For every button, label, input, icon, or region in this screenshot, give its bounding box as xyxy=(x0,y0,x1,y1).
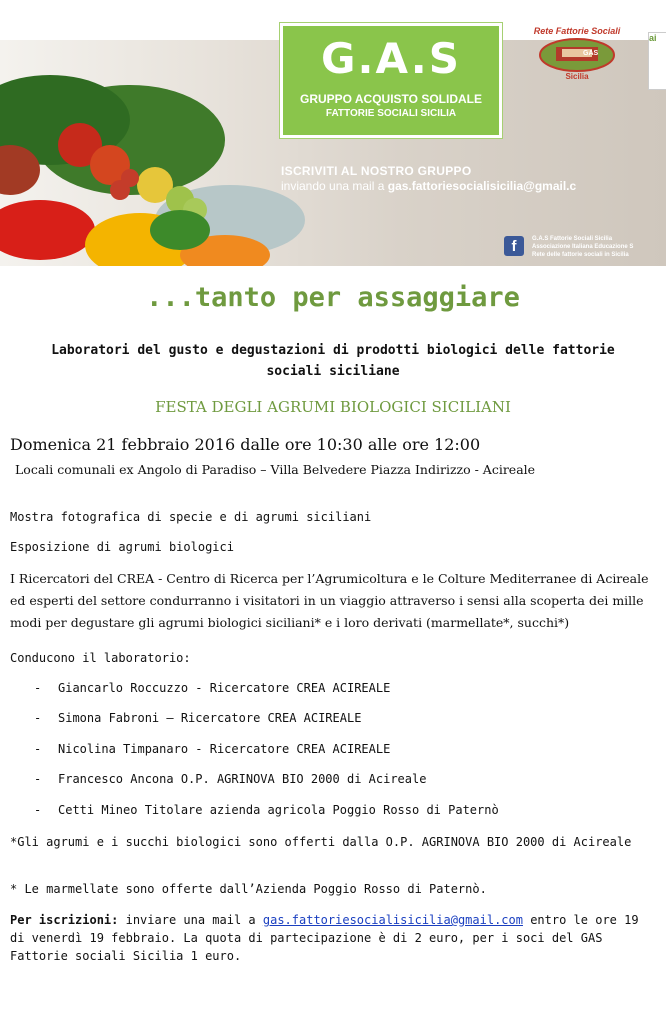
facebook-line-2: Associazione Italiana Educazione S xyxy=(532,244,634,250)
banner-inviando-prefix: inviando una mail a xyxy=(281,179,388,193)
list-item-text: Giancarlo Roccuzzo - Ricercatore CREA ACIREALE xyxy=(58,681,391,695)
list-item-text: Simona Fabroni – Ricercatore CREA ACIREALE xyxy=(58,711,362,725)
esposizione-line: Esposizione di agrumi biologici xyxy=(10,540,234,554)
rete-logo-text: Rete Fattorie Sociali xyxy=(533,26,621,36)
festa-title: FESTA DEGLI AGRUMI BIOLOGICI SICILIANI xyxy=(155,398,511,416)
list-item xyxy=(0,681,666,701)
banner-inviando xyxy=(281,179,576,193)
list-dash: - xyxy=(34,742,42,756)
banner-email: gas.fattoriesocialisicilia@gmail.c xyxy=(387,179,577,193)
iscrizioni-paragraph xyxy=(10,911,654,965)
list-dash: - xyxy=(34,681,42,695)
note-agrumi: *Gli agrumi e i succhi biologici sono offerti dalla O.P. AGRINOVA BIO 2000 di Acireale xyxy=(10,835,632,849)
gas-logo-subtitle: GRUPPO ACQUISTO SOLIDALE xyxy=(299,92,482,106)
list-item xyxy=(0,711,666,731)
location-line: Locali comunali ex Angolo di Paradiso – Villa Belvedere Piazza Indirizzo - Acireale xyxy=(15,462,536,477)
ai-logo-text: ai xyxy=(649,33,657,43)
headline: ...tanto per assaggiare xyxy=(146,282,520,313)
list-item-text: Francesco Ancona O.P. AGRINOVA BIO 2000 di Acireale xyxy=(58,772,427,786)
rete-logo-emblem xyxy=(538,37,616,73)
iscrizioni-email-link[interactable]: gas.fattoriesocialisicilia@gmail.com xyxy=(262,913,523,927)
ai-logo xyxy=(648,32,666,90)
facebook-line-1: G.A.S Fattorie Sociali Sicilia xyxy=(532,236,613,242)
gas-logo-subtitle-2: FATTORIE SOCIALI SICILIA xyxy=(325,108,457,119)
list-item xyxy=(0,742,666,762)
gas-logo-title: G.A.S xyxy=(321,34,461,83)
rete-logo-region: Sicilia xyxy=(565,72,589,81)
list-item xyxy=(0,772,666,792)
list-dash: - xyxy=(34,772,42,786)
conducono-label: Conducono il laboratorio: xyxy=(10,651,191,665)
date-line: Domenica 21 febbraio 2016 dalle ore 10:30 alle ore 12:00 xyxy=(10,435,481,454)
ricercatori-paragraph: I Ricercatori del CREA - Centro di Ricerca per l’Agrumicoltura e le Colture Mediterranee di Acireale ed esperti del settore condurranno i visitatori in un viaggio attraverso i sensi alla scoperta dei mille modi per degustare gli agrumi biologici siciliani* e i loro derivati (marmellate*, succhi*) xyxy=(10,571,649,630)
banner-iscriviti: ISCRIVITI AL NOSTRO GRUPPO xyxy=(281,164,472,178)
list-dash: - xyxy=(34,711,42,725)
iscrizioni-label: Per iscrizioni: xyxy=(10,913,119,927)
list-item-text: Nicolina Timpanaro - Ricercatore CREA ACIREALE xyxy=(58,742,391,756)
list-item xyxy=(0,803,666,823)
rete-logo-badge: GAS xyxy=(583,50,599,57)
note-marmellate: * Le marmellate sono offerte dall’Azienda Poggio Rosso di Paternò. xyxy=(10,882,487,896)
vegetables-image xyxy=(0,50,310,266)
facebook-icon: f xyxy=(504,236,524,256)
subheadline: Laboratori del gusto e degustazioni di prodotti biologici delle fattorie sociali siciliane xyxy=(51,343,615,379)
iscrizioni-text-after: entro le ore 19 di venerdì 19 febbraio. La quota di partecipazione è di 2 euro, per i soci del GAS Fattorie sociali Sicilia 1 euro. xyxy=(10,913,639,963)
facebook-block xyxy=(504,236,666,262)
list-item-text: Cetti Mineo Titolare azienda agricola Poggio Rosso di Paternò xyxy=(58,803,499,817)
mostra-line: Mostra fotografica di specie e di agrumi siciliani xyxy=(10,510,372,524)
list-dash: - xyxy=(34,803,42,817)
facebook-line-3: Rete delle fattorie sociali in Sicilia xyxy=(532,252,629,258)
rete-fattorie-sociali-logo xyxy=(524,26,630,84)
header-banner xyxy=(0,0,666,266)
iscrizioni-text-before: inviare una mail a xyxy=(118,913,263,927)
gas-logo xyxy=(280,23,502,138)
